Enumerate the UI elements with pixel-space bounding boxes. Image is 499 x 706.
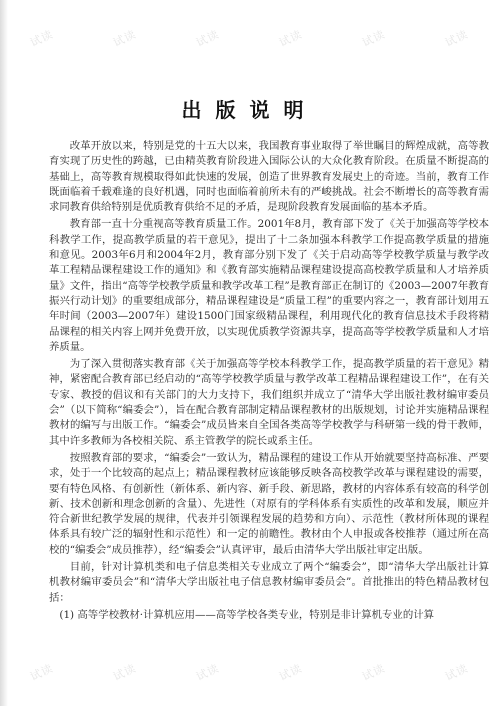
paragraph: 改革开放以来，特别是党的十五大以来，我国教育事业取得了举世瞩目的辉煌成就，高等教育实现了历史性的跨越，已由精英教育阶段进入国际公认的大众化教育阶段。在质量不断提高的基础上，高等教育规模取得如此快速的发展，创造了世界教育发展史上的奇迹。当前，教育工作既面临着千载难逢的良好机遇，同时也面临着前所未有的严峻挑战。社会不断增长的高等教育需求同教育供给特别是优质教育供给不足的矛盾，是现阶段教育发展面临的基本矛盾。 <box>49 140 489 214</box>
watermark-text: 试读 <box>194 661 222 684</box>
page-title: 出版说明 <box>181 98 318 122</box>
watermark-text: 试读 <box>360 27 388 50</box>
watermark-text: 试读 <box>360 661 388 684</box>
watermark-text: 试读 <box>110 661 139 684</box>
watermark-text: 试读 <box>277 661 305 684</box>
watermark-text: 试读 <box>277 27 305 50</box>
watermark-text: 试读 <box>443 27 471 50</box>
watermark-text: 试读 <box>27 661 55 684</box>
watermark-text: 试读 <box>27 27 55 50</box>
watermark-text: 试读 <box>110 27 139 50</box>
paragraph: 教育部一直十分重视高等教育质量工作。2001年8月，教育部下发了《关于加强高等学校本科教学工作，提高教学质量的若干意见》，提出了十二条加强本科教学工作提高教学质量的措施和意见。2003年6月和2004年2月，教育部分别下发了《关于启动高等学校教学质量与教学改革工程精品课程建设工作的通知》和《教育部实施精品课程建设提高高校教学质量和人才培养质量》文件，指出“高等学校教学质量和教学改革工程”是教育部正在制订的《2003—2007年教育振兴行动计划》的重要组成部分，精品课程建设是“质量工程”的重要内容之一，教育部计划用五年时间（2003—2007年）建设1500门国家级精品课程，利用现代化的教育信息技术手段将精品课程的相关内容上网并免费开放，以实现优质教学资源共享，提高高等学校教学质量和人才培养质量。 <box>49 218 489 353</box>
paragraph: 按照教育部的要求，“编委会”一致认为，精品课程的建设工作从开始就要坚持高标准、严要求，处于一个比较高的起点上；精品课程教材应该能够反映各高校教学改革与课程建设的需要，要有特色风格、有创新性（新体系、新内容、新手段、新思路，教材的内容体系有较高的科学创新、技术创新和理念创新的含量）、先进性（对原有的学科体系有实质性的改革和发展，顺应并符合新世纪教学发展的规律，代表并引领课程发展的趋势和方向）、示范性（教材所体现的课程体系具有较广泛的辐射性和示范性）和一定的前瞻性。教材由个人申报或各校推荐（通过所在高校的“编委会”成员推荐），经“编委会”认真评审，最后由清华大学出版社审定出版。 <box>49 451 489 556</box>
paragraph: 为了深入贯彻落实教育部《关于加强高等学校本科教学工作，提高教学质量的若干意见》精神，紧密配合教育部已经启动的“高等学校教学质量与教学改革工程精品课程建设工作”，在有关专家、教授的倡议和有关部门的大力支持下，我们组织并成立了“清华大学出版社教材编审委员会”（以下简称“编委会”），旨在配合教育部制定精品课程教材的出版规划，讨论并实施精品课程教材的编写与出版工作。“编委会”成员皆来自全国各类高等学校教学与科研第一线的骨干教师，其中许多教师为各校相关院、系主管教学的院长或系主任。 <box>49 358 489 447</box>
watermark-row <box>0 661 499 684</box>
watermark-text: 试读 <box>443 661 471 684</box>
watermark-row <box>0 27 499 50</box>
body-text <box>49 139 489 625</box>
paragraph: 目前，针对计算机类和电子信息类相关专业成立了两个“编委会”，即“清华大学出版社计算机教材编审委员会”和“清华大学出版社电子信息教材编审委员会”。首批推出的特色精品教材包括： <box>49 561 489 604</box>
list-item: (1) 高等学校教材·计算机应用——高等学校各类专业，特别是非计算机专业的计算 <box>59 608 434 621</box>
watermark-text: 试读 <box>194 27 222 50</box>
